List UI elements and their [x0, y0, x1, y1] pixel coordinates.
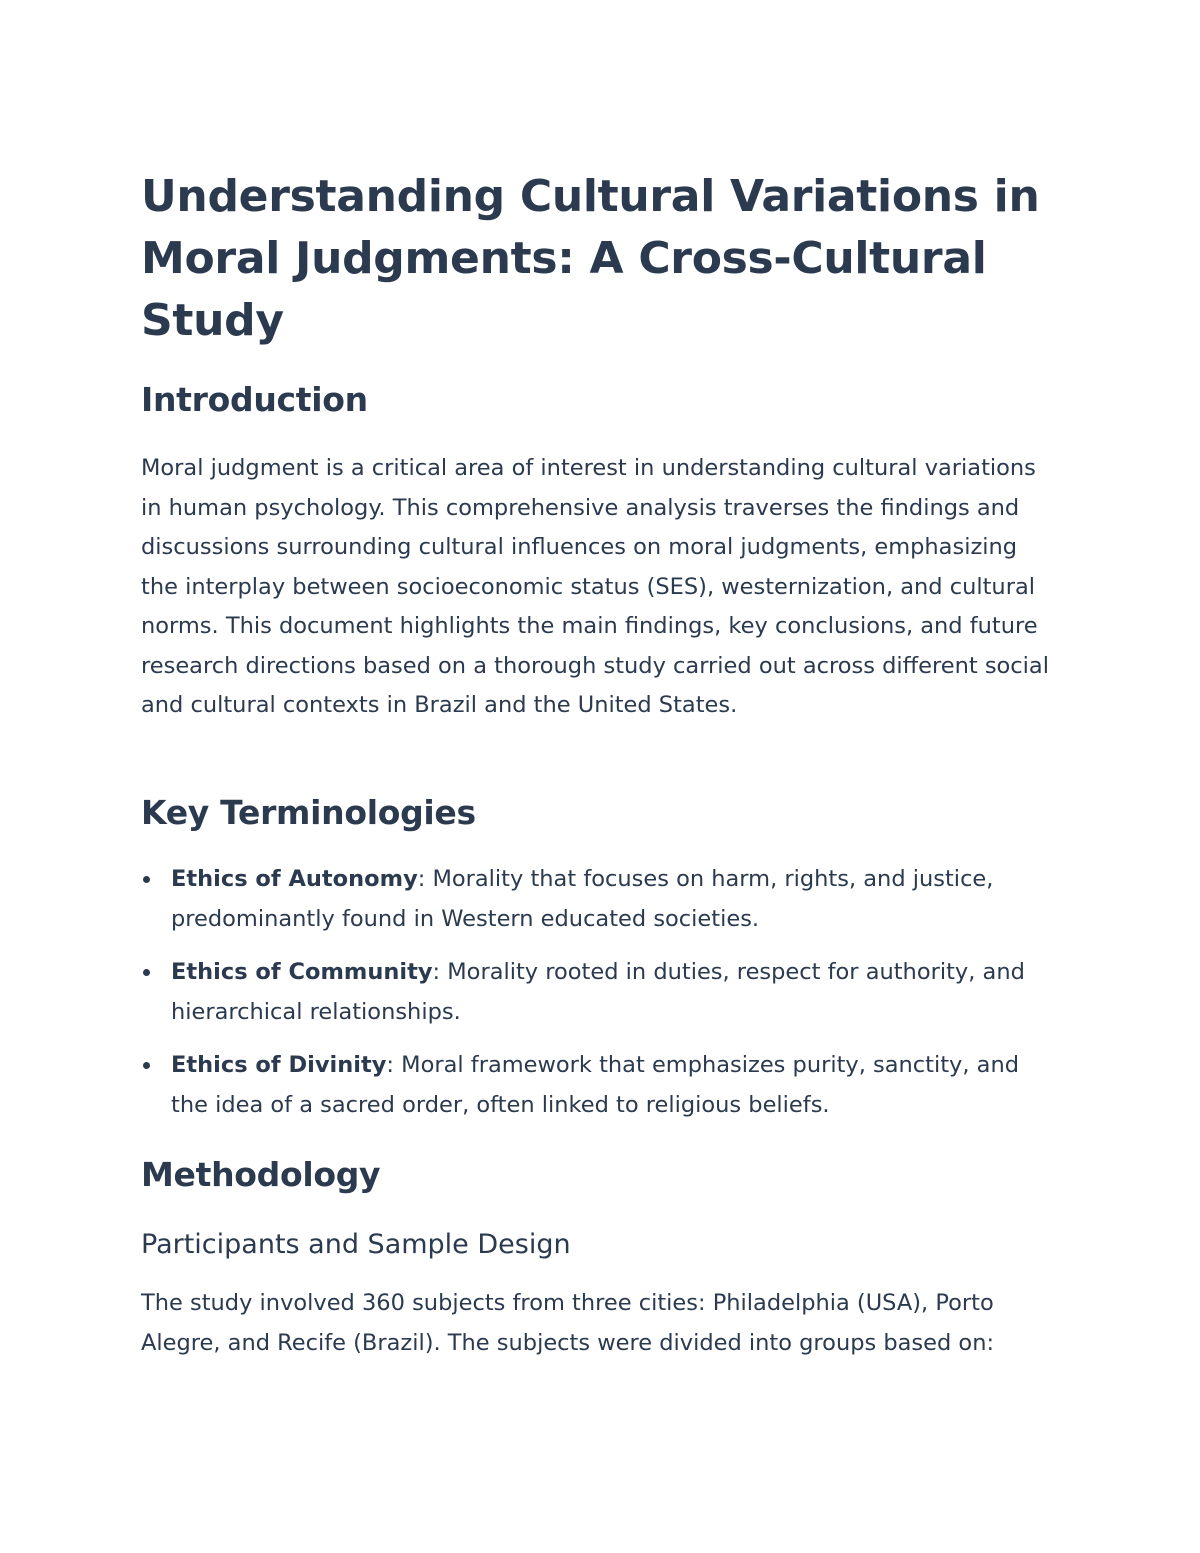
term-definition: : Moral framework that emphasizes purity, sanctity, and the idea of a sacred order, often linked to religious beliefs.: [171, 1052, 1020, 1118]
list-item: [141, 1046, 1051, 1125]
list-item: [141, 953, 1051, 1032]
bullet-icon: [143, 1062, 150, 1069]
list-item: [141, 860, 1051, 939]
methodology-paragraph: The study involved 360 subjects from three cities: Philadelphia (USA), Porto Alegre, and Recife (Brazil). The subjects were divided into groups based on:: [141, 1290, 995, 1356]
participants-subheading: Participants and Sample Design: [141, 1229, 571, 1260]
term-name: Ethics of Autonomy: [171, 866, 418, 892]
term-name: Ethics of Divinity: [171, 1052, 387, 1078]
term-definition: : Morality rooted in duties, respect for authority, and hierarchical relationships.: [171, 959, 1025, 1025]
methodology-heading: Methodology: [141, 1155, 381, 1194]
bullet-icon: [143, 876, 150, 883]
terminology-list: [141, 860, 1051, 1139]
key-terminologies-heading: Key Terminologies: [141, 793, 476, 832]
term-name: Ethics of Community: [171, 959, 433, 985]
term-definition: : Morality that focuses on harm, rights, and justice, predominantly found in Western educated societies.: [171, 866, 994, 932]
introduction-heading: Introduction: [141, 380, 368, 419]
document-title: Understanding Cultural Variations in Moral Judgments: A Cross-Cultural Study: [141, 171, 1040, 346]
bullet-icon: [143, 969, 150, 976]
introduction-paragraph: Moral judgment is a critical area of interest in understanding cultural variations in human psychology. This comprehensive analysis traverses the findings and discussions surrounding cultural influences on moral judgments, emphasizing the interplay between socioeconomic status (SES), westernization, and cultural norms. This document highlights the main findings, key conclusions, and future research directions based on a thorough study carried out across different social and cultural contexts in Brazil and the United States.: [141, 455, 1049, 718]
